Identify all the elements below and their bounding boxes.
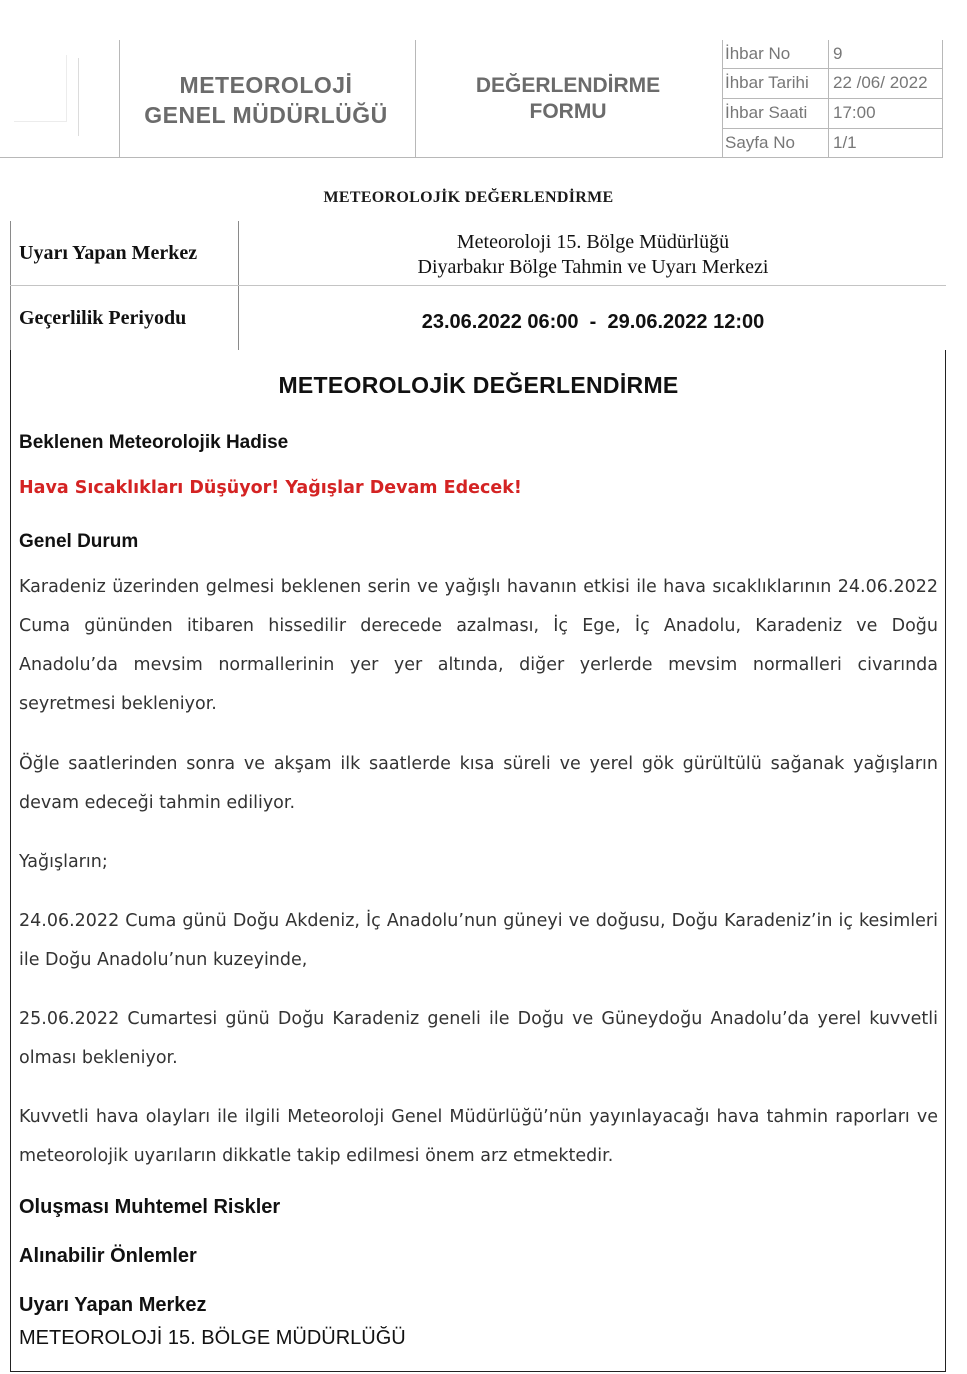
meta-label: İhbar No xyxy=(725,44,791,63)
issuer-heading: Uyarı Yapan Merkez xyxy=(19,1294,207,1316)
meta-row-notice-date xyxy=(722,69,944,99)
expected-event-heading: Beklenen Meteorolojik Hadise xyxy=(19,432,289,453)
paragraph-precip-day1: 24.06.2022 Cuma günü Doğu Akdeniz, İç Anadolu’nun güneyi ve doğusu, Doğu Karadeniz’in iç kesimleri ile Doğu Anadolu’nun kuzeyinde, xyxy=(19,911,938,970)
meta-value: 9 xyxy=(833,44,843,63)
general-situation-heading: Genel Durum xyxy=(19,531,139,552)
form-title-line2: FORMU xyxy=(529,100,607,123)
main-title: METEOROLOJİK DEĞERLENDİRME xyxy=(278,372,679,398)
form-title-line1: DEĞERLENDİRME xyxy=(475,74,661,97)
meta-value: 17:00 xyxy=(833,103,876,122)
meta-value: 1/1 xyxy=(833,133,857,152)
paragraph-temperature: Karadeniz üzerinden gelmesi beklenen serin ve yağışlı havanın etkisi ile hava sıcaklıklarının 24.06.2022 Cuma gününden itibaren hissedilir derecede azalması, İç Ege, İç Anadolu, Karadeniz ve Doğu Anadolu’da mevsim normallerinin yer yer altında, diğer yerlerde mevsim normalleri civarında seyretmesi bekleniyor. xyxy=(19,577,938,714)
logo-area xyxy=(14,55,67,122)
paragraph-advice: Kuvvetli hava olayları ile ilgili Meteoroloji Genel Müdürlüğü’nün yayınlayacağı hava tahmin raporları ve meteorolojik uyarıların dikkatle takip edilmesi önem arz etmektedir. xyxy=(19,1107,938,1166)
meta-label: Sayfa No xyxy=(725,133,795,152)
meta-row-notice-time xyxy=(722,99,944,129)
meta-value: 22 /06/ 2022 xyxy=(833,73,928,92)
issuer-line1: Meteoroloji 15. Bölge Müdürlüğü xyxy=(456,231,730,253)
paragraph-precip-intro: Yağışların; xyxy=(19,852,108,872)
validity-period-label: Geçerlilik Periyodu xyxy=(19,307,187,329)
meta-label: İhbar Tarihi xyxy=(725,73,809,92)
alert-headline: Hava Sıcaklıkları Düşüyor! Yağışlar Devam Edecek! xyxy=(19,478,522,498)
meta-label: İhbar Saati xyxy=(725,103,808,122)
risks-heading: Oluşması Muhtemel Riskler xyxy=(19,1196,281,1218)
issuer-line2: Diyarbakır Bölge Tahmin ve Uyarı Merkezi xyxy=(417,256,769,278)
form-title xyxy=(418,73,718,125)
organization-title-line1: METEOROLOJİ xyxy=(179,72,353,98)
meta-row-page-no xyxy=(722,129,944,159)
validity-period-value: 23.06.2022 06:00 - 29.06.2022 12:00 xyxy=(421,311,765,333)
organization-title-line2: GENEL MÜDÜRLÜĞÜ xyxy=(144,102,388,128)
section-heading: METEOROLOJİK DEĞERLENDİRME xyxy=(323,189,614,206)
issuer-organization: METEOROLOJİ 15. BÖLGE MÜDÜRLÜĞÜ xyxy=(19,1327,406,1349)
meta-row-notice-no xyxy=(722,40,944,70)
organization-title xyxy=(122,70,410,130)
measures-heading: Alınabilir Önlemler xyxy=(19,1245,197,1267)
issuer-label: Uyarı Yapan Merkez xyxy=(19,242,198,264)
paragraph-showers: Öğle saatlerinden sonra ve akşam ilk saatlerde kısa süreli ve yerel gök gürültülü sağanak yağışların devam edeceği tahmin ediliyor. xyxy=(19,754,938,813)
issuer-value xyxy=(240,230,946,280)
paragraph-precip-day2: 25.06.2022 Cumartesi günü Doğu Karadeniz geneli ile Doğu ve Güneydoğu Anadolu’da yerel kuvvetli olması bekleniyor. xyxy=(19,1009,938,1068)
